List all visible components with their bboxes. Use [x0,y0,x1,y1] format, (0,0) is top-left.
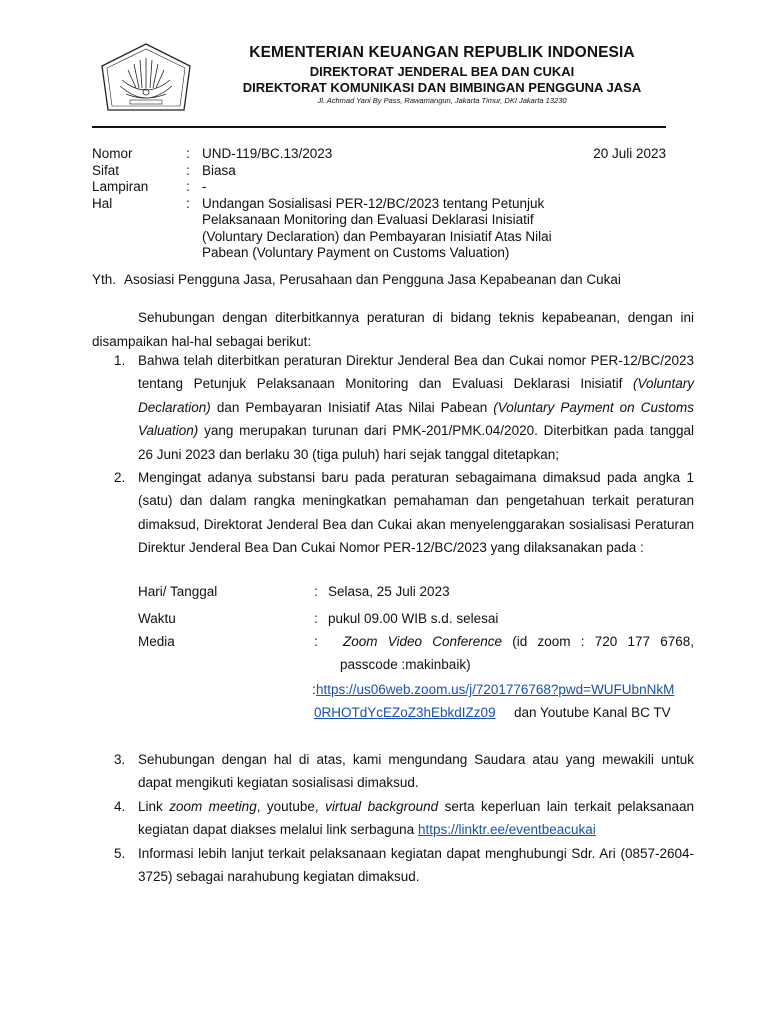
item4-text-e: serta keperluan lain terkait pelaksanaan kegiatan dapat diakses melalui link serbaguna [138,799,695,838]
item1-text-d: (Voluntary Payment on Customs Valuation) [138,399,694,439]
ministry-name: KEMENTERIAN KEUANGAN REPUBLIK INDONESIA [249,44,635,61]
item-number: 3. [114,752,126,767]
item-number: 2. [114,470,126,485]
item-number: 1. [114,353,126,368]
lampiran-label: Lampiran [92,179,149,194]
time-value: pukul 09.00 WIB s.d. selesai [328,611,499,626]
meta-nomor-row [92,146,666,163]
sifat-value: Biasa [202,162,236,178]
media-value [343,634,694,649]
media-label: Media [138,634,175,649]
time-colon: : [314,611,318,626]
recipient-line [92,272,621,287]
sifat-label: Sifat [92,162,120,178]
zoom-link-line-1[interactable]: https://us06web.zoom.us/j/7201776768?pwd=WUFUbnNkM [316,682,675,697]
item-text [138,795,694,842]
nomor-label: Nomor [92,146,133,161]
lampiran-colon: : [186,179,190,194]
item4-text-d: virtual background [325,799,439,814]
item4-text-a: Link [138,799,170,814]
recipient-name: Asosiasi Pengguna Jasa, Perusahaan dan Pengguna Jasa Kepabeanan dan Cukai [124,272,621,287]
media-colon: : [314,634,318,649]
item4-text-c: , youtube, [256,799,326,814]
sifat-colon: : [186,162,190,178]
directorate-name: DIREKTORAT KOMUNIKASI DAN BIMBINGAN PENGGUNA JASA [242,80,642,95]
nomor-colon: : [186,146,190,161]
media-platform: Zoom Video Conference [343,634,503,649]
item-text [138,349,694,466]
item-text: Informasi lebih lanjut terkait pelaksanaan kegiatan dapat menghubungi Sdr. Ari (0857-2604-3725) sebagai narahubung kegiatan dimaksud. [138,846,694,885]
meta-lampiran-row [92,179,666,196]
hal-colon: : [186,195,190,211]
item-text: Sehubungan dengan hal di atas, kami mengundang Saudara atau yang mewakili untuk dapat mengikuti kegiatan sosialisasi dimaksud. [138,752,694,791]
hal-value: Undangan Sosialisasi PER-12/BC/2023 tentang Petunjuk Pelaksanaan Monitoring dan Evaluasi Deklarasi Inisiatif (Voluntary Declaration) dan Pembayaran Inisiatif Atas Nilai Pabean (Voluntary Payment on Customs Valuation) [202,195,552,260]
youtube-channel: dan Youtube Kanal BC TV [514,705,671,720]
meta-sifat-row [92,163,666,180]
meta-hal-row [92,196,666,262]
zoom-passcode: passcode :makinbaik) [340,657,471,672]
link-prefix: : [312,682,316,697]
time-label: Waktu [138,611,176,626]
ministry-of-finance-emblem-icon [96,40,196,120]
item-number: 5. [114,846,126,861]
zoom-link-line-2[interactable]: 0RHOTdYcEZoZ3hEbkdIZz09 [314,705,496,720]
item1-text-c: dan Pembayaran Inisiatif Atas Nilai Pabean [210,399,494,415]
item1-text-e: yang merupakan turunan dari PMK-201/PMK.04/2020. Diterbitkan pada tanggal 26 Juni 2023 dan berlaku 30 (tiga puluh) hari sejak tanggal ditetapkan; [138,423,694,462]
item-number: 4. [114,799,126,814]
lampiran-value: - [202,179,207,194]
day-colon: : [314,584,318,599]
recipient-prefix: Yth. [92,272,117,287]
hal-label: Hal [92,195,113,211]
linktree-link[interactable]: https://linktr.ee/eventbeacukai [417,822,596,838]
intro-paragraph: Sehubungan dengan diterbitkannya peraturan di bidang teknis kepabeanan, dengan ini disampaikan hal-hal sebagai berikut: [92,310,694,349]
nomor-value: UND-119/BC.13/2023 [202,146,333,161]
letter-date: 20 Juli 2023 [593,146,666,161]
zoom-id: (id zoom : 720 177 6768, [512,634,694,649]
item-text: Mengingat adanya substansi baru pada peraturan sebagaimana dimaksud pada angka 1 (satu) dan dalam rangka meningkatkan pemahaman dan pengetahuan terkait peraturan dimaksud, Direktorat Jenderal Bea dan Cukai akan menyelenggarakan sosialisasi Peraturan Direktur Jenderal Bea Dan Cukai Nomor PER-12/BC/2023 yang dilaksanakan pada : [138,470,694,556]
directorate-general-name: DIREKTORAT JENDERAL BEA DAN CUKAI [309,64,575,79]
letter-meta [92,146,666,262]
item1-text-a: Bahwa telah diterbitkan peraturan Direktur Jenderal Bea dan Cukai nomor PER-12/BC/2023 tentang Petunjuk Pelaksanaan Monitoring dan Evaluasi Deklarasi Inisiatif [138,353,694,392]
office-address: Jl. Achmad Yani By Pass, Rawamangun, Jakarta Timur, DKI Jakarta 13230 [317,96,567,105]
item1-text-b: (Voluntary Declaration) [138,376,694,415]
item4-text-b: zoom meeting [169,799,257,814]
day-label: Hari/ Tanggal [138,584,218,599]
day-value: Selasa, 25 Juli 2023 [328,584,450,599]
letterhead-divider [92,126,666,128]
